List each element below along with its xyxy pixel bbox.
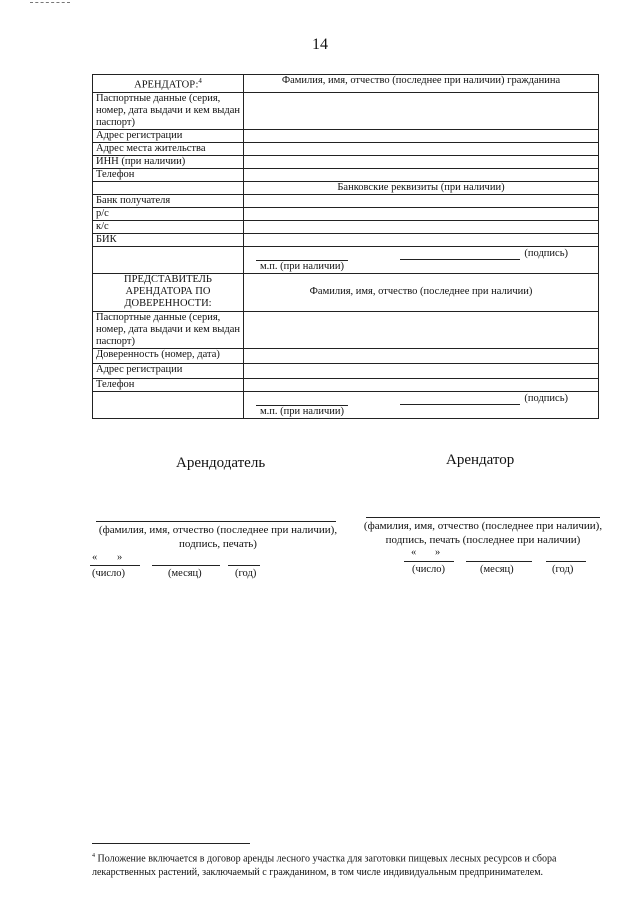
- ks-label: к/с: [93, 220, 244, 233]
- signature-empty: [93, 246, 244, 273]
- landlord-quote-close: »: [117, 552, 123, 563]
- table-row: [93, 233, 599, 246]
- table-row: [93, 220, 599, 233]
- passport-label: Паспортные данные (серия, номер, дата выдачи и кем выдан паспорт): [93, 92, 244, 129]
- footnote: [92, 849, 600, 880]
- rep-header: ПРЕДСТАВИТЕЛЬ АРЕНДАТОРА ПО ДОВЕРЕННОСТИ:: [93, 273, 244, 311]
- bik-label: БИК: [93, 233, 244, 246]
- power-of-attorney-label: Доверенность (номер, дата): [93, 348, 244, 363]
- rep-seal-label: м.п. (при наличии): [256, 405, 348, 418]
- table-row: [93, 168, 599, 181]
- table-row: [93, 246, 599, 273]
- bank-details-header: Банковские реквизиты (при наличии): [244, 181, 599, 194]
- tenant-quote-open: «: [411, 547, 417, 558]
- table-row: [93, 181, 599, 194]
- footnote-text: Положение включается в договор аренды лесного участка для заготовки пищевых лесных ресурсов и сбора лекарственных растений, заключаемый с гражданином, в том числе индивидуальным предпринимателем.: [92, 853, 557, 879]
- table-row: [93, 194, 599, 207]
- table-row: [93, 207, 599, 220]
- rep-reg-address-value: [244, 363, 599, 378]
- rs-label: р/с: [93, 207, 244, 220]
- rep-signature-empty: [93, 391, 244, 418]
- rep-signature-cell: [244, 391, 599, 418]
- footnote-separator: [92, 843, 250, 844]
- seal-label: м.п. (при наличии): [256, 260, 348, 273]
- page-number: 14: [312, 36, 328, 53]
- table-row: [93, 92, 599, 129]
- footnote-number: 4: [92, 853, 95, 859]
- landlord-caption: (фамилия, имя, отчество (последнее при наличии), подпись, печать): [98, 524, 338, 550]
- tenant-year-line: [546, 561, 586, 562]
- landlord-quote-open: «: [92, 552, 98, 563]
- signature-underline: [400, 249, 520, 260]
- power-of-attorney-value: [244, 348, 599, 363]
- table-row: [93, 378, 599, 391]
- tenant-header: АРЕНДАТОР:: [134, 79, 199, 91]
- reg-address-label: Адрес регистрации: [93, 129, 244, 142]
- fio-header: Фамилия, имя, отчество (последнее при наличии): [244, 273, 599, 311]
- rep-seal-row: [244, 405, 598, 418]
- landlord-title: Арендодатель: [176, 455, 266, 471]
- table-row: [93, 75, 599, 93]
- rep-passport-value: [244, 311, 599, 348]
- landlord-signature-line: [96, 521, 336, 522]
- tenant-quote-close: »: [435, 547, 441, 558]
- table-row: [93, 363, 599, 378]
- tenant-year: (год): [552, 564, 574, 575]
- footnote-ref: 4: [198, 77, 202, 85]
- seal-row: [244, 260, 598, 273]
- table-row: [93, 142, 599, 155]
- residence-label: Адрес места жительства: [93, 142, 244, 155]
- scan-mark: [30, 2, 70, 4]
- table-row: [93, 129, 599, 142]
- tenant-month-line: [466, 561, 532, 562]
- signature-label: (подпись): [524, 247, 568, 259]
- tenant-header-cell: [93, 75, 244, 93]
- inn-value: [244, 155, 599, 168]
- table-row: [93, 155, 599, 168]
- tenant-day: (число): [412, 564, 446, 575]
- reg-address-value: [244, 129, 599, 142]
- landlord-month: (месяц): [168, 568, 202, 579]
- signature-line: [244, 247, 598, 260]
- bank-label: Банк получателя: [93, 194, 244, 207]
- rep-reg-address-label: Адрес регистрации: [93, 363, 244, 378]
- passport-value: [244, 92, 599, 129]
- landlord-year: (год): [235, 568, 257, 579]
- phone-value: [244, 168, 599, 181]
- tenant-month: (месяц): [480, 564, 514, 575]
- table-row: [93, 391, 599, 418]
- tenant-day-line: [404, 561, 454, 562]
- tenant-title: Арендатор: [446, 452, 515, 468]
- rep-signature-underline: [400, 394, 520, 405]
- rep-signature-line: [244, 392, 598, 405]
- bank-header-empty: [93, 181, 244, 194]
- rep-phone-value: [244, 378, 599, 391]
- table-row: [93, 348, 599, 363]
- landlord-year-line: [228, 565, 260, 566]
- inn-label: ИНН (при наличии): [93, 155, 244, 168]
- rep-signature-label: (подпись): [524, 392, 568, 404]
- landlord-day: (число): [92, 568, 126, 579]
- ks-value: [244, 220, 599, 233]
- tenant-details-table: [92, 74, 599, 419]
- fio-citizen-header: Фамилия, имя, отчество (последнее при наличии) гражданина: [244, 75, 599, 93]
- tenant-caption: (фамилия, имя, отчество (последнее при наличии), подпись, печать (последнее при наличии): [363, 520, 603, 546]
- phone-label: Телефон: [93, 168, 244, 181]
- bik-value: [244, 233, 599, 246]
- signature-cell: [244, 246, 599, 273]
- table-row: [93, 311, 599, 348]
- table-row: [93, 273, 599, 311]
- residence-value: [244, 142, 599, 155]
- rep-passport-label: Паспортные данные (серия, номер, дата выдачи и кем выдан паспорт): [93, 311, 244, 348]
- bank-value: [244, 194, 599, 207]
- rs-value: [244, 207, 599, 220]
- landlord-day-line: [90, 565, 140, 566]
- rep-phone-label: Телефон: [93, 378, 244, 391]
- tenant-signature-line: [366, 517, 600, 518]
- landlord-month-line: [152, 565, 220, 566]
